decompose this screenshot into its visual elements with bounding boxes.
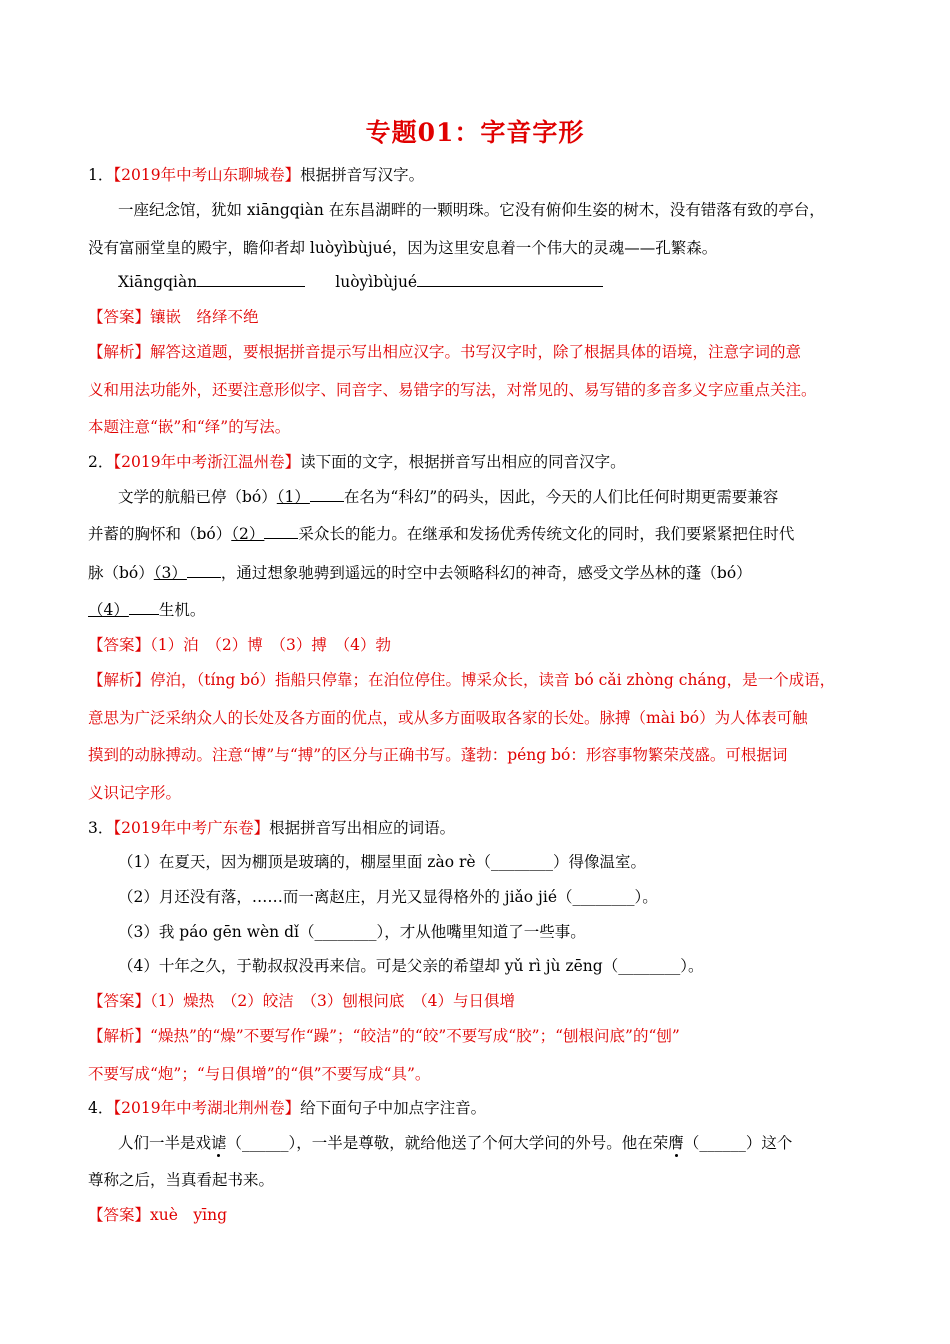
answer-blank xyxy=(264,524,298,539)
answer-tag: 【答案】 xyxy=(88,1206,151,1224)
question-source: 【2019年中考浙江温州卷】 xyxy=(113,453,301,471)
blank-number: （4） xyxy=(88,601,129,619)
answer-blank xyxy=(310,487,344,502)
question-prompt: 根据拼音写出相应的词语。 xyxy=(269,819,456,837)
question-4-header xyxy=(88,1098,486,1118)
question-1-text-line: 一座纪念馆，犹如 xiāngqiàn 在东昌湖畔的一颗明珠。它没有俯仰生姿的树木，没有错落有致的亭台， xyxy=(118,201,825,219)
question-source: 【2019年中考山东聊城卷】 xyxy=(113,166,301,184)
answer-blank xyxy=(129,600,159,615)
question-3-header xyxy=(88,818,455,838)
analysis-text: 停泊，（tíng bó）指船只停靠；在泊位停住。博采众长，读音 bó cǎi zhòng cháng，是一个成语， xyxy=(150,671,836,689)
question-1-analysis xyxy=(88,342,801,362)
blank-number: （3） xyxy=(153,564,187,582)
question-3-item: （2）月还没有落，……而一离赵庄，月光又显得格外的 jiǎo jié（________）。 xyxy=(118,888,658,906)
text-segment: ，通过想象驰骋到遥远的时空中去领略科幻的神奇，感受文学丛林的蓬（bó） xyxy=(220,564,752,582)
text-segment: 文学的航船已停（bó） xyxy=(118,488,277,506)
question-2-text-line xyxy=(88,524,794,544)
question-3-answer xyxy=(88,991,515,1011)
question-3-item: （4）十年之久，于勒叔叔没再来信。可是父亲的希望却 yǔ rì jù zēng（________）。 xyxy=(118,957,704,975)
answer-text: xuè yīng xyxy=(150,1206,228,1224)
question-4-text-line: 尊称之后，当真看起书来。 xyxy=(88,1171,275,1189)
question-prompt: 读下面的文字，根据拼音写出相应的同音汉字。 xyxy=(300,453,626,471)
text-segment: 生机。 xyxy=(158,601,206,619)
text-segment: 人们一半是戏 xyxy=(118,1134,212,1152)
analysis-text: 摸到的动脉搏动。注意“博”与“搏”的区分与正确书写。蓬勃：péng bó：形容事物繁荣茂盛。可根据词 xyxy=(88,746,788,764)
answer-blank xyxy=(197,272,305,287)
answer-blank xyxy=(187,563,221,578)
analysis-text: 义和用法功能外，还要注意形似字、同音字、易错字的写法，对常见的、易写错的多音多义字应重点关注。 xyxy=(88,381,817,399)
blank-number: （2） xyxy=(231,525,265,543)
text-segment: 采众长的能力。在继承和发扬优秀传统文化的同时，我们要紧紧把住时代 xyxy=(298,525,795,543)
answer-blank xyxy=(417,272,603,287)
analysis-tag: 【解析】 xyxy=(88,671,151,689)
blank-label: Xiāngqiàn xyxy=(118,273,198,291)
question-2-header xyxy=(88,452,626,472)
question-2-analysis xyxy=(88,670,835,690)
answer-tag: 【答案】 xyxy=(88,992,151,1010)
answer-tag: 【答案】 xyxy=(88,636,151,654)
analysis-text: “燥热”的“燥”不要写作“躁”；“皎洁”的“皎”不要写成“胶”；“刨根问底”的“刨” xyxy=(150,1027,680,1045)
question-2-answer xyxy=(88,635,391,655)
analysis-tag: 【解析】 xyxy=(88,343,151,361)
question-3-item: （1）在夏天，因为棚顶是玻璃的，棚屋里面 zào rè（________）得像温室。 xyxy=(118,853,647,871)
analysis-text: 解答这道题，要根据拼音提示写出相应汉字。书写汉字时，除了根据具体的语境，注意字词的意 xyxy=(150,343,802,361)
question-4-text-line xyxy=(118,1133,792,1153)
dotted-character: 膺 xyxy=(668,1134,684,1152)
text-segment: （______），一半是尊敬，就给他送了个何大学问的外号。他在荣 xyxy=(226,1134,669,1152)
question-4-answer xyxy=(88,1205,227,1225)
blank-number: （1） xyxy=(276,488,310,506)
analysis-text: 意思为广泛采纳众人的长处及各方面的优点，或从多方面吸取各家的长处。脉搏（mài bó）为人体表可触 xyxy=(88,709,808,727)
text-segment: 并蓄的胸怀和（bó） xyxy=(88,525,232,543)
question-number: 4． xyxy=(88,1099,114,1117)
question-1-text-line: 没有富丽堂皇的殿宇，瞻仰者却 luòyìbùjué，因为这里安息着一个伟大的灵魂——孔繁森。 xyxy=(88,239,718,257)
question-2-text-line xyxy=(118,487,778,507)
question-1-answer xyxy=(88,307,259,327)
text-segment: （______）这个 xyxy=(683,1134,793,1152)
question-prompt: 根据拼音写汉字。 xyxy=(300,166,425,184)
dotted-character: 谑 xyxy=(211,1134,227,1152)
answer-text: 镶嵌 络绎不绝 xyxy=(150,308,259,326)
question-source: 【2019年中考广东卷】 xyxy=(113,819,270,837)
text-segment: 在名为“科幻”的码头，因此，今天的人们比任何时期更需要兼容 xyxy=(343,488,779,506)
analysis-text: 义识记字形。 xyxy=(88,784,182,802)
question-number: 1． xyxy=(88,166,114,184)
analysis-text: 不要写成“炮”；“与日俱增”的“俱”不要写成“具”。 xyxy=(88,1065,431,1083)
question-number: 3． xyxy=(88,819,114,837)
answer-text: （1）泊 （2）博 （3）搏 （4）勃 xyxy=(150,636,391,654)
answer-text: （1）燥热 （2）皎洁 （3）刨根问底 （4）与日俱增 xyxy=(150,992,515,1010)
answer-tag: 【答案】 xyxy=(88,308,151,326)
question-number: 2． xyxy=(88,453,114,471)
question-source: 【2019年中考湖北荆州卷】 xyxy=(113,1099,301,1117)
analysis-text: 本题注意“嵌”和“绎”的写法。 xyxy=(88,418,291,436)
blank-label: luòyìbùjué xyxy=(335,273,418,291)
analysis-tag: 【解析】 xyxy=(88,1027,151,1045)
question-1-header xyxy=(88,165,424,185)
question-2-text-line xyxy=(88,600,205,620)
page-title: 专题01：字音字形 xyxy=(365,118,585,147)
question-2-text-line xyxy=(88,563,752,583)
text-segment: 脉（bó） xyxy=(88,564,154,582)
question-prompt: 给下面句子中加点字注音。 xyxy=(300,1099,487,1117)
question-3-item: （3）我 páo gēn wèn dǐ（________），才从他嘴里知道了一些事。 xyxy=(118,923,586,941)
question-3-analysis xyxy=(88,1026,680,1046)
question-1-blanks xyxy=(118,272,603,292)
